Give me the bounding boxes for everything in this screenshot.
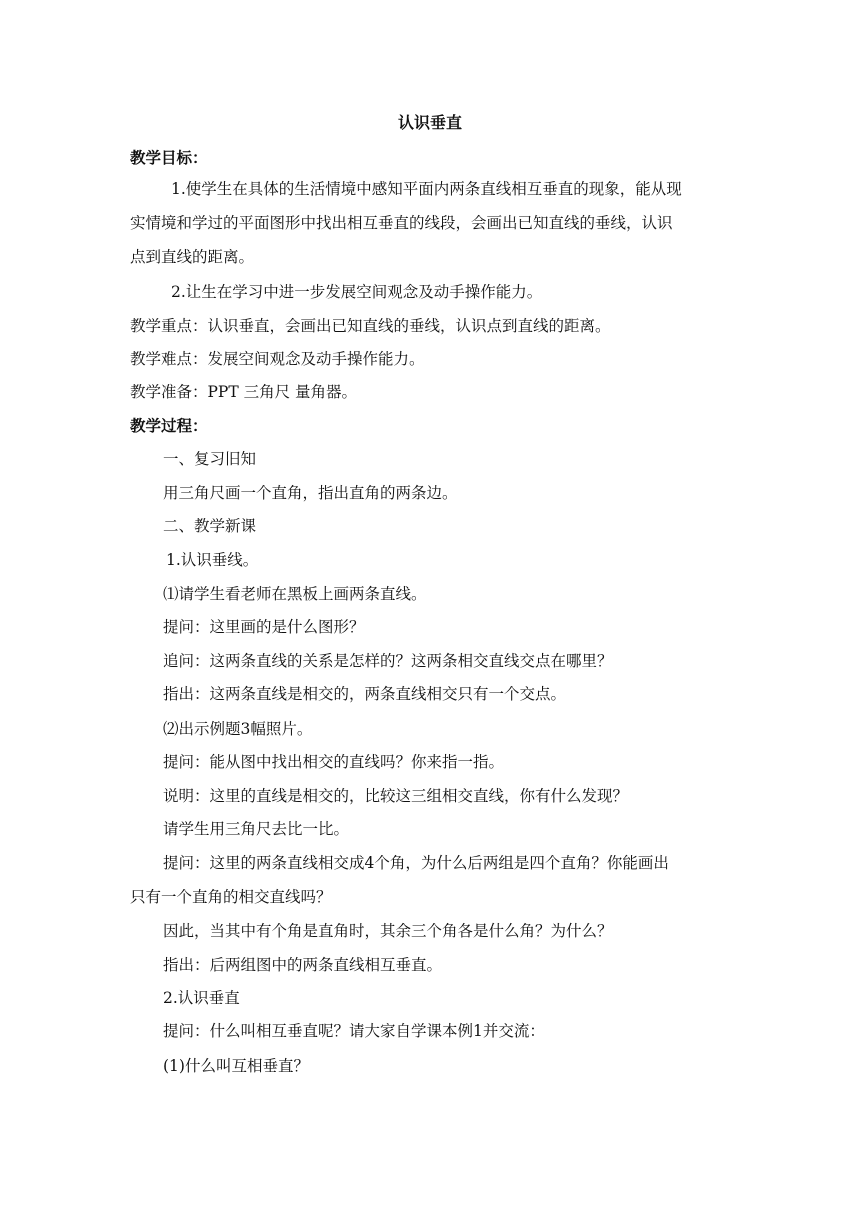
process-line: 二、教学新课: [163, 517, 257, 535]
objective-2: 2.让生在学习中进一步发展空间观念及动手操作能力。: [171, 283, 543, 301]
process-line: 用三角尺画一个直角，指出直角的两条边。: [163, 484, 458, 502]
process-line: ⑴请学生看老师在黑板上画两条直线。: [163, 585, 427, 603]
process-line: 指出：后两组图中的两条直线相互垂直。: [163, 956, 443, 974]
difficulties: 教学难点：发展空间观念及动手操作能力。: [130, 350, 425, 368]
process-line: 提问：这里的两条直线相交成4个角，为什么后两组是四个直角？你能画出: [163, 854, 669, 872]
process-line: 因此，当其中有个角是直角时，其余三个角各是什么角？为什么？: [163, 922, 613, 940]
process-line: 提问：这里画的是什么图形？: [163, 618, 365, 636]
process-line: 追问：这两条直线的关系是怎样的？这两条相交直线交点在哪里？: [163, 652, 613, 670]
process-heading: 教学过程：: [130, 416, 208, 435]
process-line: (1)什么叫互相垂直？: [163, 1057, 309, 1075]
process-line: 说明：这里的直线是相交的，比较这三组相交直线，你有什么发现？: [163, 787, 629, 805]
process-line: 指出：这两条直线是相交的，两条直线相交只有一个交点。: [163, 685, 567, 703]
process-line: ⑵出示例题3幅照片。: [163, 720, 313, 738]
process-line: 请学生用三角尺去比一比。: [163, 820, 350, 838]
process-line: 提问：能从图中找出相交的直线吗？你来指一指。: [163, 753, 505, 771]
objectives-heading: 教学目标：: [130, 148, 208, 167]
objective-1-line-2: 实情境和学过的平面图形中找出相互垂直的线段，会画出已知直线的垂线，认识: [130, 214, 673, 232]
process-line: 一、复习旧知: [163, 450, 257, 468]
process-line: 提问：什么叫相互垂直呢？请大家自学课本例1并交流：: [163, 1022, 545, 1040]
process-line: 1.认识垂线。: [166, 551, 259, 569]
document-title: 认识垂直: [397, 113, 462, 132]
key-points: 教学重点：认识垂直，会画出已知直线的垂线，认识点到直线的距离。: [130, 317, 611, 335]
objective-1-line-1: 1.使学生在具体的生活情境中感知平面内两条直线相互垂直的现象，能从现: [171, 180, 682, 198]
process-line: 2.认识垂直: [163, 989, 240, 1007]
objective-1-line-3: 点到直线的距离。: [130, 248, 255, 266]
process-line: 只有一个直角的相交直线吗？: [130, 888, 332, 906]
preparation: 教学准备：PPT 三角尺 量角器。: [130, 383, 358, 401]
